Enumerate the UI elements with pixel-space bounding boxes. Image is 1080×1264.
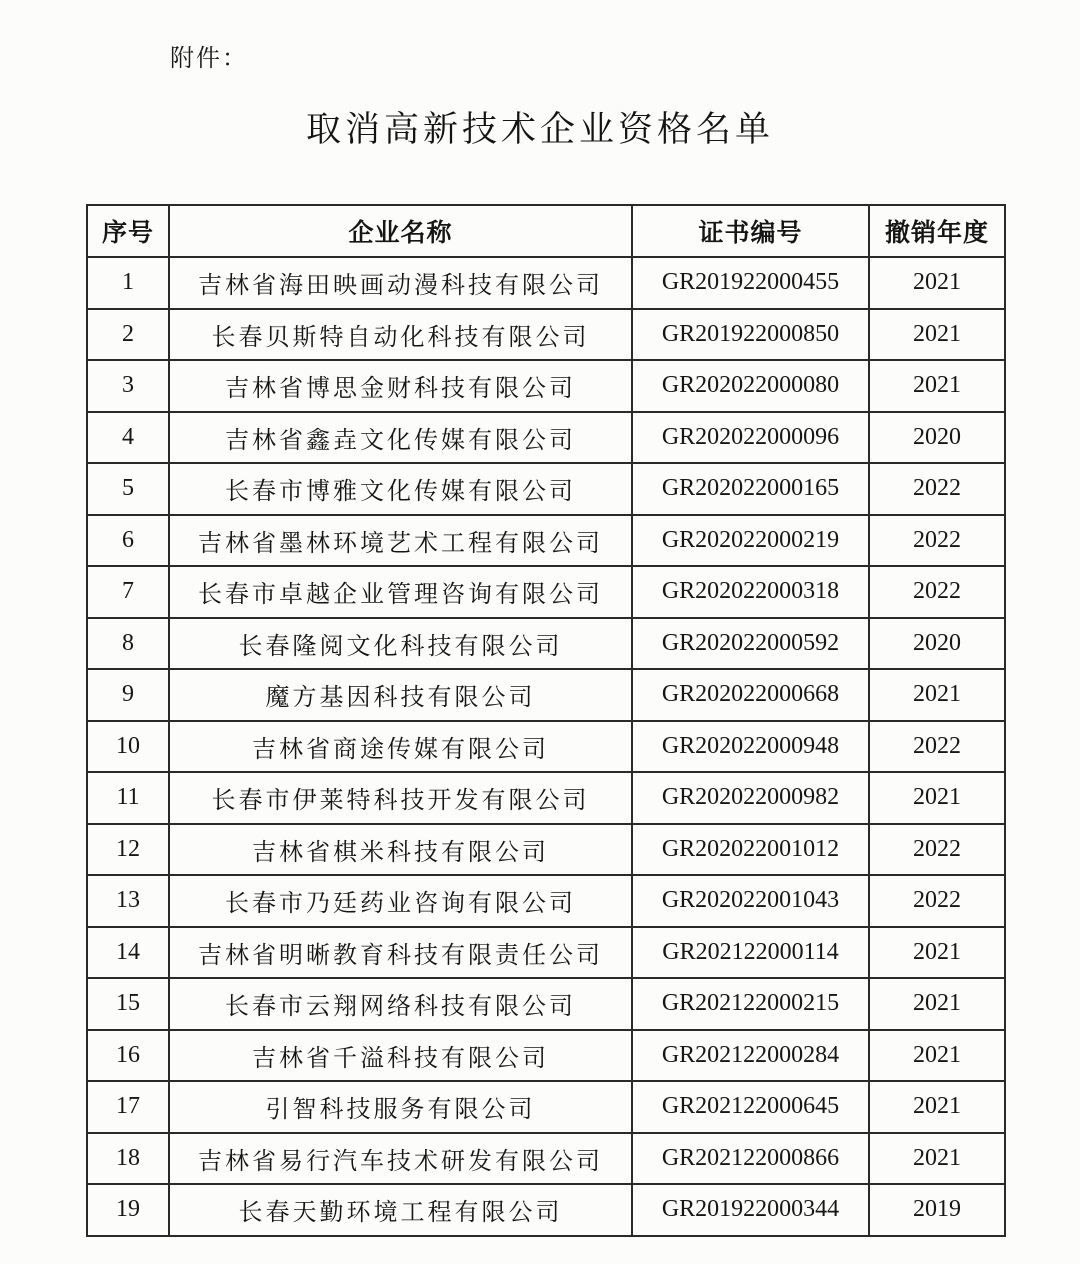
cell-serial-number: 2	[87, 309, 169, 361]
cell-serial-number: 5	[87, 463, 169, 515]
cell-revocation-year: 2021	[869, 309, 1005, 361]
cell-serial-number: 4	[87, 412, 169, 464]
cell-serial-number: 14	[87, 927, 169, 979]
cell-revocation-year: 2021	[869, 360, 1005, 412]
cell-certificate-number: GR202022000165	[632, 463, 869, 515]
cell-revocation-year: 2021	[869, 1030, 1005, 1082]
cell-revocation-year: 2022	[869, 463, 1005, 515]
cell-serial-number: 7	[87, 566, 169, 618]
table-row	[87, 412, 1005, 464]
cell-certificate-number: GR202022000592	[632, 618, 869, 670]
cell-revocation-year: 2021	[869, 1133, 1005, 1185]
cell-certificate-number: GR201922000850	[632, 309, 869, 361]
table-body	[87, 257, 1005, 1236]
revocation-table	[86, 204, 1006, 1237]
cell-certificate-number: GR202122000284	[632, 1030, 869, 1082]
cell-company-name: 吉林省商途传媒有限公司	[169, 721, 632, 773]
cell-revocation-year: 2022	[869, 875, 1005, 927]
cell-certificate-number: GR202122000645	[632, 1081, 869, 1133]
cell-certificate-number: GR201922000344	[632, 1184, 869, 1236]
header-revocation-year: 撤销年度	[869, 205, 1005, 257]
cell-certificate-number: GR202022000668	[632, 669, 869, 721]
cell-revocation-year: 2021	[869, 669, 1005, 721]
table-row	[87, 927, 1005, 979]
table-row	[87, 618, 1005, 670]
cell-certificate-number: GR202122000866	[632, 1133, 869, 1185]
cell-company-name: 吉林省易行汽车技术研发有限公司	[169, 1133, 632, 1185]
cell-revocation-year: 2020	[869, 412, 1005, 464]
cell-company-name: 长春市云翔网络科技有限公司	[169, 978, 632, 1030]
cell-serial-number: 9	[87, 669, 169, 721]
cell-serial-number: 13	[87, 875, 169, 927]
cell-revocation-year: 2019	[869, 1184, 1005, 1236]
cell-serial-number: 15	[87, 978, 169, 1030]
cell-certificate-number: GR202022000318	[632, 566, 869, 618]
cell-company-name: 吉林省博思金财科技有限公司	[169, 360, 632, 412]
cell-certificate-number: GR202022000096	[632, 412, 869, 464]
cell-company-name: 吉林省鑫垚文化传媒有限公司	[169, 412, 632, 464]
table-row	[87, 1133, 1005, 1185]
table-row	[87, 721, 1005, 773]
cell-revocation-year: 2022	[869, 515, 1005, 567]
cell-serial-number: 8	[87, 618, 169, 670]
header-certificate-number: 证书编号	[632, 205, 869, 257]
cell-certificate-number: GR202022000948	[632, 721, 869, 773]
cell-serial-number: 17	[87, 1081, 169, 1133]
cell-company-name: 引智科技服务有限公司	[169, 1081, 632, 1133]
cell-certificate-number: GR202022000219	[632, 515, 869, 567]
cell-serial-number: 19	[87, 1184, 169, 1236]
header-company-name: 企业名称	[169, 205, 632, 257]
table-row	[87, 309, 1005, 361]
table-header-row	[87, 205, 1005, 257]
cell-company-name: 长春隆阅文化科技有限公司	[169, 618, 632, 670]
table-row	[87, 360, 1005, 412]
cell-revocation-year: 2021	[869, 257, 1005, 309]
cell-revocation-year: 2021	[869, 772, 1005, 824]
cell-certificate-number: GR201922000455	[632, 257, 869, 309]
table-row	[87, 566, 1005, 618]
document-title: 取消高新技术企业资格名单	[305, 110, 774, 150]
header-serial-number: 序号	[87, 205, 169, 257]
cell-revocation-year: 2020	[869, 618, 1005, 670]
cell-serial-number: 1	[87, 257, 169, 309]
cell-company-name: 吉林省千溢科技有限公司	[169, 1030, 632, 1082]
table-row	[87, 257, 1005, 309]
table-row	[87, 669, 1005, 721]
cell-certificate-number: GR202122000215	[632, 978, 869, 1030]
cell-company-name: 长春天勤环境工程有限公司	[169, 1184, 632, 1236]
table-row	[87, 1184, 1005, 1236]
cell-serial-number: 10	[87, 721, 169, 773]
attachment-label: 附件：	[170, 44, 248, 72]
cell-serial-number: 11	[87, 772, 169, 824]
cell-company-name: 吉林省墨林环境艺术工程有限公司	[169, 515, 632, 567]
table-row	[87, 1030, 1005, 1082]
cell-serial-number: 3	[87, 360, 169, 412]
cell-certificate-number: GR202022001012	[632, 824, 869, 876]
cell-company-name: 长春市乃廷药业咨询有限公司	[169, 875, 632, 927]
cell-certificate-number: GR202022000982	[632, 772, 869, 824]
cell-company-name: 吉林省明晰教育科技有限责任公司	[169, 927, 632, 979]
cell-certificate-number: GR202022000080	[632, 360, 869, 412]
cell-serial-number: 18	[87, 1133, 169, 1185]
cell-company-name: 长春市伊莱特科技开发有限公司	[169, 772, 632, 824]
cell-revocation-year: 2021	[869, 978, 1005, 1030]
table-row	[87, 824, 1005, 876]
table-row	[87, 463, 1005, 515]
cell-serial-number: 12	[87, 824, 169, 876]
table-row	[87, 515, 1005, 567]
cell-revocation-year: 2022	[869, 721, 1005, 773]
table-row	[87, 978, 1005, 1030]
cell-revocation-year: 2021	[869, 1081, 1005, 1133]
cell-revocation-year: 2022	[869, 566, 1005, 618]
cell-company-name: 长春市博雅文化传媒有限公司	[169, 463, 632, 515]
cell-certificate-number: GR202122000114	[632, 927, 869, 979]
table-row	[87, 1081, 1005, 1133]
cell-company-name: 吉林省海田映画动漫科技有限公司	[169, 257, 632, 309]
cell-serial-number: 16	[87, 1030, 169, 1082]
cell-company-name: 长春市卓越企业管理咨询有限公司	[169, 566, 632, 618]
table-row	[87, 875, 1005, 927]
cell-revocation-year: 2022	[869, 824, 1005, 876]
cell-company-name: 长春贝斯特自动化科技有限公司	[169, 309, 632, 361]
table-row	[87, 772, 1005, 824]
cell-revocation-year: 2021	[869, 927, 1005, 979]
cell-company-name: 吉林省棋米科技有限公司	[169, 824, 632, 876]
cell-company-name: 魔方基因科技有限公司	[169, 669, 632, 721]
cell-certificate-number: GR202022001043	[632, 875, 869, 927]
cell-serial-number: 6	[87, 515, 169, 567]
